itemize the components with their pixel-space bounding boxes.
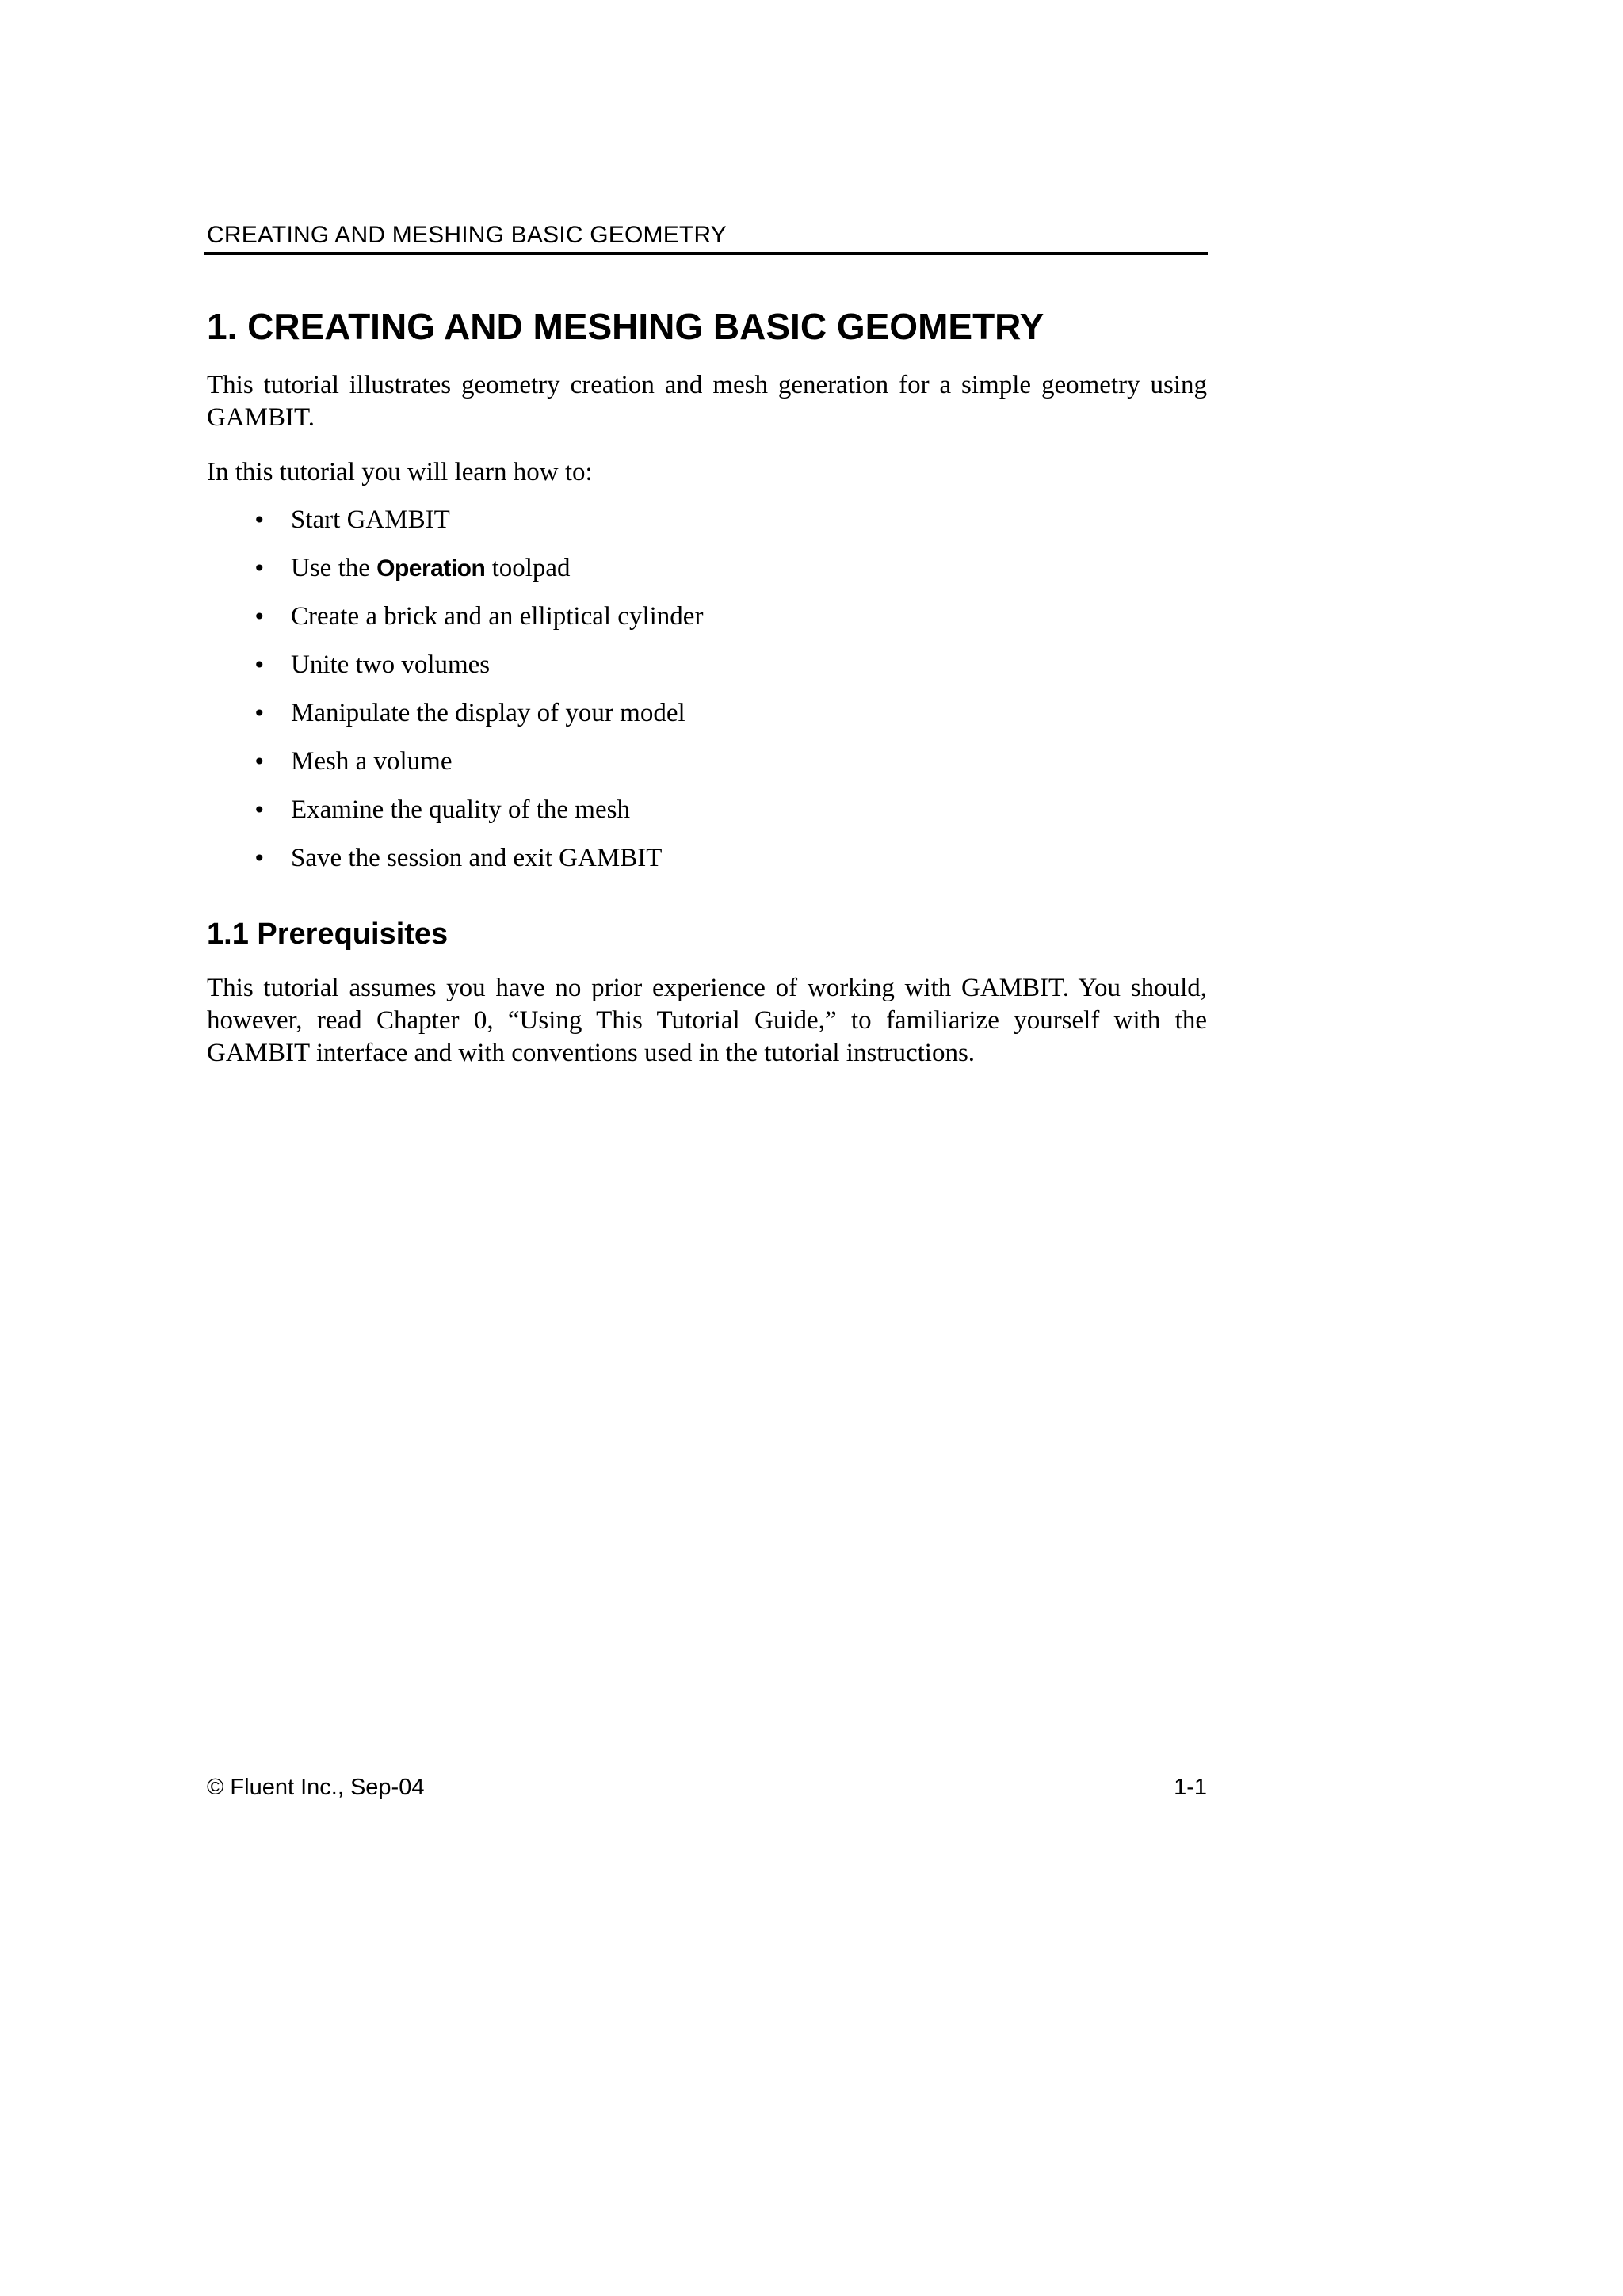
objective-text: Unite two volumes bbox=[291, 650, 491, 679]
list-item bbox=[207, 842, 1207, 891]
list-item bbox=[207, 504, 1207, 552]
objective-text: Create a brick and an elliptical cylinder bbox=[291, 602, 704, 631]
section-heading: 1.1 Prerequisites bbox=[207, 917, 449, 951]
operation-command-label: Operation bbox=[376, 555, 486, 582]
footer-copyright: © Fluent Inc., Sep-04 bbox=[207, 1775, 425, 1800]
objective-text: Start GAMBIT bbox=[291, 505, 450, 534]
objectives-list bbox=[207, 504, 1207, 891]
objective-text: Manipulate the display of your model bbox=[291, 699, 685, 727]
header-rule bbox=[204, 252, 1208, 255]
bullet-icon: • bbox=[253, 797, 266, 823]
objective-text: Mesh a volume bbox=[291, 747, 453, 776]
bullet-icon: • bbox=[253, 507, 266, 533]
list-item bbox=[207, 746, 1207, 794]
learn-intro: In this tutorial you will learn how to: bbox=[207, 458, 593, 486]
footer-page-number: 1-1 bbox=[1174, 1775, 1207, 1800]
bullet-icon: • bbox=[253, 604, 266, 630]
objective-text: Save the session and exit GAMBIT bbox=[291, 844, 663, 872]
chapter-title: 1. CREATING AND MESHING BASIC GEOMETRY bbox=[207, 306, 1044, 347]
list-item bbox=[207, 697, 1207, 746]
objective-text-pre: Use the bbox=[291, 554, 377, 582]
bullet-icon: • bbox=[253, 555, 266, 582]
bullet-icon: • bbox=[253, 749, 266, 775]
objective-text-post: toolpad bbox=[485, 554, 571, 582]
list-item bbox=[207, 552, 1207, 601]
prerequisites-paragraph: This tutorial assumes you have no prior experience of working with GAMBIT. You should, however, read Chapter 0, “Using This Tutorial Guide,” to familiarize yourself with the GAMBIT interface and with conventions used in the tutorial instructions. bbox=[207, 974, 1207, 1067]
bullet-icon: • bbox=[253, 700, 266, 727]
list-item bbox=[207, 649, 1207, 697]
list-item bbox=[207, 794, 1207, 842]
intro-paragraph: This tutorial illustrates geometry creation and mesh generation for a simple geometry using GAMBIT. bbox=[207, 371, 1207, 432]
objective-text: Examine the quality of the mesh bbox=[291, 795, 630, 824]
running-header: CREATING AND MESHING BASIC GEOMETRY bbox=[207, 222, 727, 248]
list-item bbox=[207, 601, 1207, 649]
bullet-icon: • bbox=[253, 652, 266, 678]
bullet-icon: • bbox=[253, 845, 266, 871]
